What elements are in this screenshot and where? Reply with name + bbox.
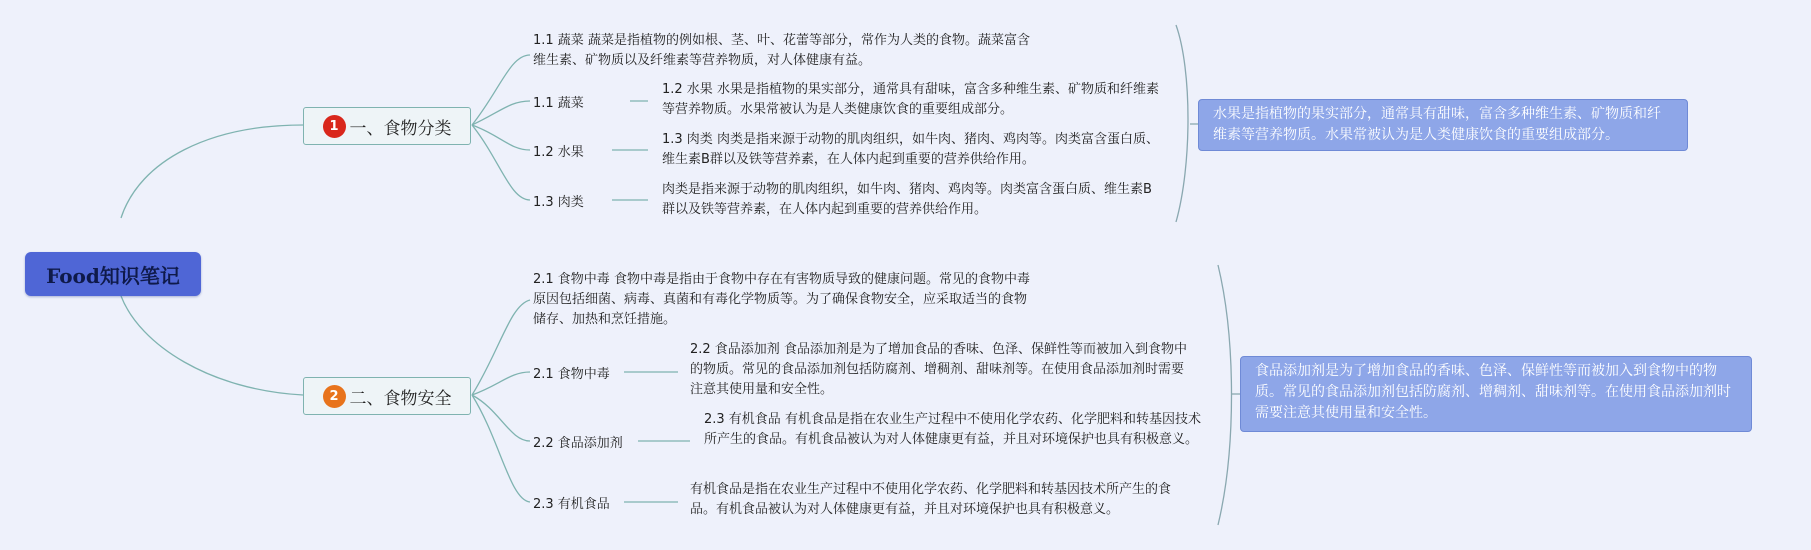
topic-label: 二、食物安全: [349, 388, 452, 409]
link-topic1-sub3: [472, 125, 530, 200]
link-root-topic-2: [121, 296, 303, 395]
link-topic2-sub1: [472, 372, 530, 395]
priority-2-icon: 2: [323, 385, 346, 408]
subtopic-organic-food[interactable]: 2.3 有机食品: [533, 497, 610, 512]
summary-box-2[interactable]: [1240, 356, 1752, 432]
note-subtopic-fruits[interactable]: 1.3 肉类 肉类是指来源于动物的肌肉组织，如牛肉、猪肉、鸡肉等。肉类富含蛋白质、维生素B群以及铁等营养素，在人体内起到重要的营养供给作用。: [662, 132, 1159, 167]
note-subtopic-vegetables[interactable]: 1.2 水果 水果是指植物的果实部分，通常具有甜味，富含多种维生素、矿物质和纤维素等营养物质。水果常被认为是人类健康饮食的重要组成部分。: [662, 82, 1159, 117]
summary-brace-1: [1176, 25, 1188, 222]
note-subtopic-food-additives[interactable]: 2.3 有机食品 有机食品是指在农业生产过程中不使用化学农药、化学肥料和转基因技术所产生的食品。有机食品被认为对人体健康更有益，并且对环境保护也具有积极意义。: [704, 412, 1201, 447]
subtopic-food-additives[interactable]: 2.2 食品添加剂: [533, 436, 623, 451]
note-topic-2[interactable]: 2.1 食物中毒 食物中毒是指由于食物中存在有害物质导致的健康问题。常见的食物中毒原因包括细菌、病毒、真菌和有毒化学物质等。为了确保食物安全，应采取适当的食物储存、加热和烹饪措施。: [533, 272, 1030, 327]
link-root-topic-1: [121, 125, 303, 218]
summary-text: 食品添加剂是为了增加食品的香味、色泽、保鲜性等而被加入到食物中的物质。常见的食品添加剂包括防腐剂、增稠剂、甜味剂等。在使用食品添加剂时需要注意其使用量和安全性。: [1255, 363, 1731, 421]
summary-box-1[interactable]: [1198, 99, 1688, 151]
note-subtopic-organic-food[interactable]: 有机食品是指在农业生产过程中不使用化学农药、化学肥料和转基因技术所产生的食品。有机食品被认为对人体健康更有益，并且对环境保护也具有积极意义。: [690, 482, 1172, 517]
topic-food-safety[interactable]: [303, 377, 471, 415]
topic-food-classification[interactable]: [303, 107, 471, 145]
topic-label: 一、食物分类: [349, 118, 452, 139]
subtopic-vegetables[interactable]: 1.1 蔬菜: [533, 96, 584, 111]
summary-text: 水果是指植物的果实部分，通常具有甜味，富含多种维生素、矿物质和纤维素等营养物质。水果常被认为是人类健康饮食的重要组成部分。: [1213, 106, 1661, 143]
note-subtopic-meat[interactable]: 肉类是指来源于动物的肌肉组织，如牛肉、猪肉、鸡肉等。肉类富含蛋白质、维生素B群以及铁等营养素，在人体内起到重要的营养供给作用。: [662, 182, 1152, 217]
link-topic1-note: [472, 55, 530, 125]
note-subtopic-food-poisoning[interactable]: 2.2 食品添加剂 食品添加剂是为了增加食品的香味、色泽、保鲜性等而被加入到食物中的物质。常见的食品添加剂包括防腐剂、增稠剂、甜味剂等。在使用食品添加剂时需要注意其使用量和安全性。: [690, 342, 1187, 397]
subtopic-fruits[interactable]: 1.2 水果: [533, 145, 584, 160]
note-topic-1[interactable]: 1.1 蔬菜 蔬菜是指植物的例如根、茎、叶、花蕾等部分，常作为人类的食物。蔬菜富含维生素、矿物质以及纤维素等营养物质，对人体健康有益。: [533, 33, 1030, 68]
priority-1-icon: 1: [323, 115, 346, 138]
root-topic[interactable]: [25, 252, 201, 296]
link-topic2-sub3: [472, 395, 530, 502]
summary-brace-2: [1218, 265, 1232, 525]
link-topic2-sub2: [472, 395, 530, 441]
root-topic-label: Food知识笔记: [46, 263, 180, 288]
subtopic-meat[interactable]: 1.3 肉类: [533, 195, 584, 210]
subtopic-food-poisoning[interactable]: 2.1 食物中毒: [533, 367, 610, 382]
